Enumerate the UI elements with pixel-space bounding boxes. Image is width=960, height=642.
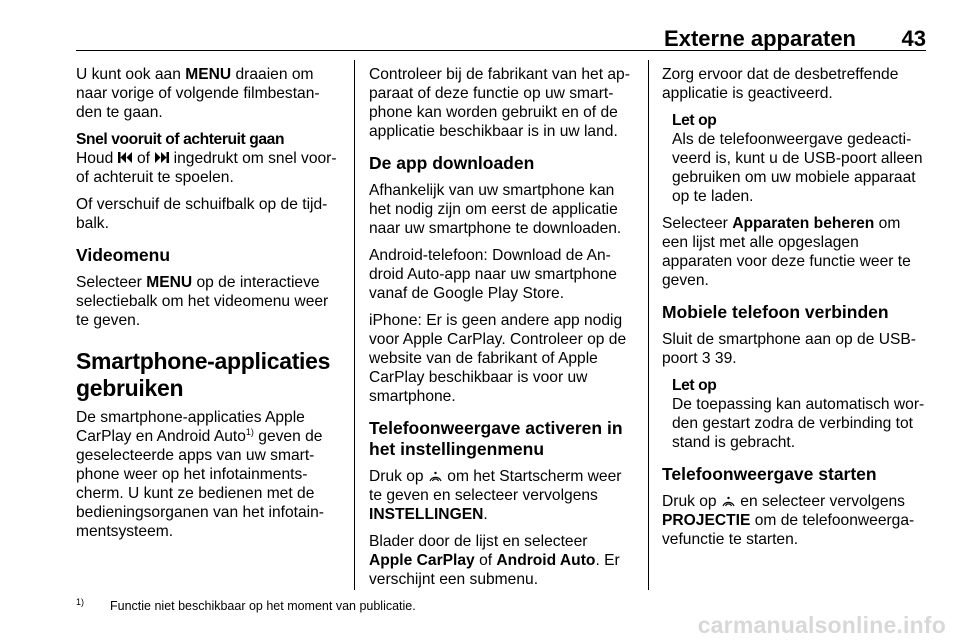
column-1 — [76, 65, 338, 549]
heading-connect: Mobiele telefoon verbinden — [662, 302, 889, 322]
paragraph: Controleer bij de fabrikant van het apparaat of deze functie op uw smartphone kan worden gebruikt en of de applicatie beschikbaar is in uw land. — [369, 66, 630, 140]
subheading-fast-forward: Snel vooruit of achteruit gaan — [76, 131, 285, 148]
note-text: De toepassing kan automatisch worden gestart zodra de verbinding tot stand is gebracht. — [672, 396, 925, 451]
menu-keyword: MENU — [185, 66, 232, 83]
column-divider — [648, 60, 649, 590]
paragraph: Druk op en selecteer vervolgens PROJECTIE om de telefoonweergavefunctie te starten. — [662, 493, 915, 548]
page-title: Externe apparaten — [664, 26, 856, 51]
paragraph: iPhone: Er is geen andere app nodig voor Apple CarPlay. Controleer op de website van de fabrikant of Apple CarPlay beschikbaar is voor uw smartphone. — [369, 312, 627, 405]
paragraph: Selecteer MENU op de interactieve selectiebalk om het videomenu weer te geven. — [76, 274, 329, 329]
heading-download: De app downloaden — [369, 153, 535, 173]
paragraph: Sluit de smartphone aan op de USB-poort 3 39. — [662, 331, 916, 367]
note-text: Als de telefoonweergave gedeactiveerd is, kunt u de USB-poort alleen gebruiken om uw mobiele apparaat op te laden. — [672, 131, 923, 205]
home-icon — [428, 469, 443, 482]
section-heading: Smartphone-applicaties gebruiken — [76, 348, 331, 401]
column-2 — [369, 65, 633, 597]
paragraph: U kunt ook aan MENU draaien om naar vorige of volgende filmbestanden te gaan. — [76, 66, 320, 121]
paragraph: Of verschuif de schuifbalk op de tijdbalk. — [76, 196, 328, 232]
column-3 — [662, 65, 928, 557]
footnote — [76, 597, 416, 613]
page-number: 43 — [901, 26, 926, 51]
paragraph: Zorg ervoor dat de desbetreffende applicatie is geactiveerd. — [662, 66, 899, 102]
footnote-ref: 1) — [245, 426, 254, 437]
home-icon — [721, 494, 736, 507]
paragraph: Houd of ingedrukt om snel voor- of achteruit te spoelen. — [76, 150, 337, 186]
footnote-mark: 1) — [76, 597, 85, 607]
paragraph: Blader door de lijst en selecteer Apple CarPlay of Android Auto. Er verschijnt een submenu. — [369, 533, 620, 588]
paragraph: De smartphone-applicaties Apple CarPlay en Android Auto$^{1)}$ geven de geselecteerde apps van uw smartphone weer op het infotainmentscherm. U kunt ze bedienen met de bedieningsorganen van het infotainmentsysteem. — [76, 409, 324, 540]
paragraph: Afhankelijk van uw smartphone kan het nodig zijn om eerst de applicatie naar uw smartphone te downloaden. — [369, 182, 622, 237]
paragraph: Android-telefoon: Download de Android Auto-app naar uw smartphone vanaf de Google Play Store. — [369, 247, 617, 302]
heading-videomenu: Videomenu — [76, 245, 171, 265]
watermark: carmanualsonline.info — [697, 612, 946, 638]
note-title: Let op — [672, 377, 717, 394]
heading-activate: Telefoonweergave activeren in het instellingenmenu — [369, 418, 623, 459]
column-divider — [354, 60, 355, 590]
heading-start: Telefoonweergave starten — [662, 464, 877, 484]
page-ref-arrow-icon: 3 — [701, 350, 711, 367]
footnote-text: Functie niet beschikbaar op het moment van publicatie. — [110, 599, 416, 613]
paragraph: Selecteer Apparaten beheren om een lijst met alle opgeslagen apparaten voor deze functie weer te geven. — [662, 215, 911, 289]
page-header — [76, 28, 926, 51]
note-block — [672, 111, 928, 206]
note-block — [672, 376, 928, 452]
note-title: Let op — [672, 112, 717, 129]
skip-forward-icon — [154, 151, 169, 164]
paragraph: Druk op om het Startscherm weer te geven en selecteer vervolgens INSTELLINGEN. — [369, 468, 622, 523]
skip-back-icon — [118, 151, 133, 164]
